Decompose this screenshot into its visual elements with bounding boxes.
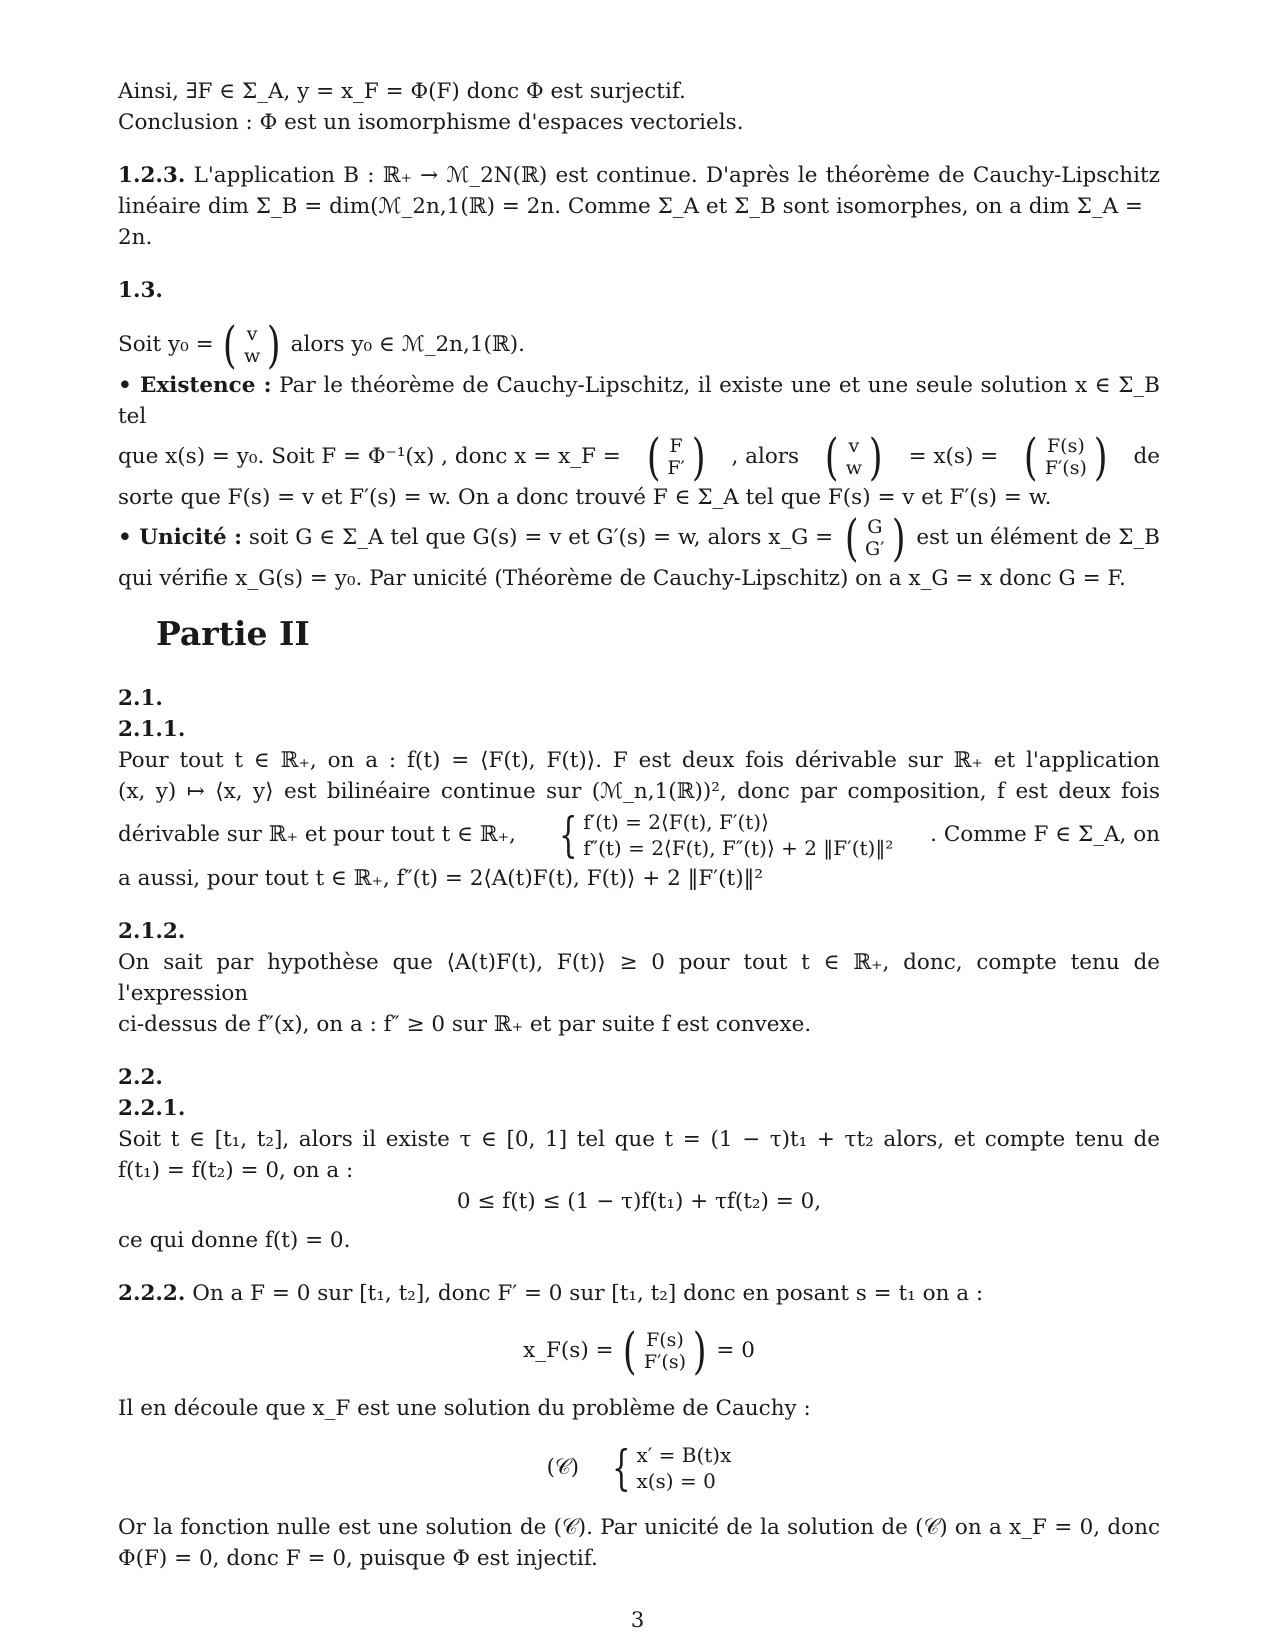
text-line: Conclusion : Φ est un isomorphisme d'espaces vectoriels. (118, 110, 744, 135)
bullet-label: • Existence : (118, 373, 272, 398)
text-fragment: alors y₀ ∈ ℳ_2n,1(ℝ). (290, 332, 526, 357)
text-fragment: de (1133, 444, 1160, 469)
y0-definition (118, 316, 1160, 374)
text-line: sorte que F(s) = v et F′(s) = w. On a donc trouvé F ∈ Σ_A tel que F(s) = v et F′(s) = w. (118, 485, 1052, 510)
text-line: L'application B : ℝ₊ → ℳ_2N(ℝ) est continue. D'après le théorème de Cauchy-Lipschitz (193, 163, 1160, 188)
column-vector: ( F(s) F′(s) ) (1024, 428, 1108, 486)
vector-entry: F (669, 435, 683, 457)
text-line: On sait par hypothèse que ⟨A(t)F(t), F(t)⟩ ≥ 0 pour tout t ∈ ℝ₊, donc, compte tenu de l'expression (118, 950, 1160, 1006)
section-label: 1.3. (118, 278, 163, 303)
text-fragment: Soit y₀ = (118, 332, 214, 357)
column-vector: ( v w ) (223, 316, 281, 374)
text-line: ce qui donne f(t) = 0. (118, 1228, 351, 1253)
section-label: 2.1.1. (118, 717, 186, 742)
text-fragment: = 0 (716, 1338, 755, 1363)
text-line: a aussi, pour tout t ∈ ℝ₊, f″(t) = 2⟨A(t)F(t), F(t)⟩ + 2 ‖F′(t)‖² (118, 866, 763, 891)
system-label: (𝒞) (546, 1455, 580, 1480)
text-line: ci-dessus de f″(x), on a : f″ ≥ 0 sur ℝ₊ et par suite f est convexe. (118, 1012, 812, 1037)
vector-entry: w (845, 457, 862, 479)
text-line: Φ(F) = 0, donc F = 0, puisque Φ est injectif. (118, 1546, 598, 1571)
vector-entry: G (867, 516, 883, 538)
text-fragment: soit G ∈ Σ_A tel que G(s) = v et G′(s) = w, alors x_G = (248, 525, 834, 550)
section-label: 1.2.3. (118, 163, 186, 188)
unicity-line (118, 509, 1160, 567)
section-label: 2.2.2. (118, 1281, 186, 1306)
section-2-2-2 (118, 1278, 1160, 1309)
bullet-label: • Unicité : (118, 525, 243, 550)
existence-equation-line (118, 428, 1160, 486)
text-line: f(t₁) = f(t₂) = 0, on a : (118, 1158, 354, 1183)
text-fragment: On a F = 0 sur [t₁, t₂], donc F′ = 0 sur [t₁, t₂] donc en posant s = t₁ on a : (192, 1281, 984, 1306)
part-title: Partie II (156, 614, 310, 653)
vector-entry: w (244, 345, 261, 367)
system-row: f″(t) = 2⟨F(t), F″(t)⟩ + 2 ‖F′(t)‖² (583, 836, 894, 860)
section-label: 2.2. (118, 1065, 163, 1090)
text-fragment: est un élément de Σ_B (916, 525, 1160, 550)
system-row: x(s) = 0 (636, 1469, 716, 1493)
column-vector: ( F F′ ) (646, 428, 706, 486)
equation-system: { f′(t) = 2⟨F(t), F′(t)⟩ f″(t) = 2⟨F(t), F″(t)⟩ + 2 ‖F′(t)‖² (558, 807, 894, 863)
vector-entry: F′ (667, 457, 685, 479)
system-row: x′ = B(t)x (636, 1443, 732, 1467)
column-vector: ( F(s) F′(s) ) (623, 1322, 707, 1380)
text-line: Ainsi, ∃F ∈ Σ_A, y = x_F = Φ(F) donc Φ est surjectif. (118, 79, 686, 104)
text-line: Or la fonction nulle est une solution de (𝒞). Par unicité de la solution de (𝒞) on a x_F = 0, donc (118, 1515, 1160, 1540)
display-equation: 0 ≤ f(t) ≤ (1 − τ)f(t₁) + τf(t₂) = 0, (456, 1189, 822, 1214)
page-body (118, 76, 1160, 1574)
derivative-system-line (118, 807, 1160, 863)
text-line: (x, y) ↦ ⟨x, y⟩ est bilinéaire continue sur (ℳ_n,1(ℝ))², donc par composition, f est deux fois (118, 779, 1160, 804)
text-fragment: Par le théorème de Cauchy-Lipschitz, il existe une et une seule solution x ∈ Σ_B tel (118, 373, 1160, 429)
vector-entry: F(s) (1046, 435, 1085, 457)
text-fragment: . Comme F ∈ Σ_A, on (930, 822, 1160, 847)
vector-entry: F′(s) (1044, 457, 1087, 479)
page-number: 3 (630, 1608, 645, 1632)
column-vector: ( v w ) (825, 428, 883, 486)
vector-entry: v (246, 323, 258, 345)
section-label: 2.2.1. (118, 1096, 186, 1121)
vector-entry: G′ (865, 538, 885, 560)
section-1-2-3 (118, 160, 1160, 191)
existence-line (118, 370, 1160, 432)
vector-entry: v (848, 435, 860, 457)
system-row: f′(t) = 2⟨F(t), F′(t)⟩ (583, 810, 769, 834)
vector-entry: F′(s) (643, 1351, 686, 1373)
cauchy-system (118, 1438, 1160, 1498)
text-fragment: que x(s) = y₀. Soit F = Φ⁻¹(x) , donc x = x_F = (118, 444, 621, 469)
text-fragment: x_F(s) = (523, 1338, 614, 1363)
section-label: 2.1.2. (118, 919, 186, 944)
text-line: Il en découle que x_F est une solution du problème de Cauchy : (118, 1396, 811, 1421)
text-fragment: = x(s) = (908, 444, 999, 469)
equation-system: { x′ = B(t)x x(s) = 0 (612, 1440, 732, 1496)
text-line: Pour tout t ∈ ℝ₊, on a : f(t) = ⟨F(t), F(t)⟩. F est deux fois dérivable sur ℝ₊ et l'application (118, 748, 1160, 773)
vector-entry: F(s) (646, 1329, 684, 1351)
text-line: Soit t ∈ [t₁, t₂], alors il existe τ ∈ [0, 1] tel que t = (1 − τ)t₁ + τt₂ alors, et compte tenu de (118, 1127, 1160, 1152)
section-label: 2.1. (118, 686, 163, 711)
text-line: linéaire dim Σ_B = dim(ℳ_2n,1(ℝ) = 2n. Comme Σ_A et Σ_B sont isomorphes, on a dim Σ_A = 2n. (118, 194, 1143, 250)
text-fragment: , alors (731, 444, 800, 469)
text-fragment: dérivable sur ℝ₊ et pour tout t ∈ ℝ₊, (118, 822, 516, 847)
xF-equation (118, 1323, 1160, 1379)
column-vector: ( G G′ ) (844, 509, 906, 567)
text-line: qui vérifie x_G(s) = y₀. Par unicité (Théorème de Cauchy-Lipschitz) on a x_G = x donc G = F. (118, 566, 1126, 591)
